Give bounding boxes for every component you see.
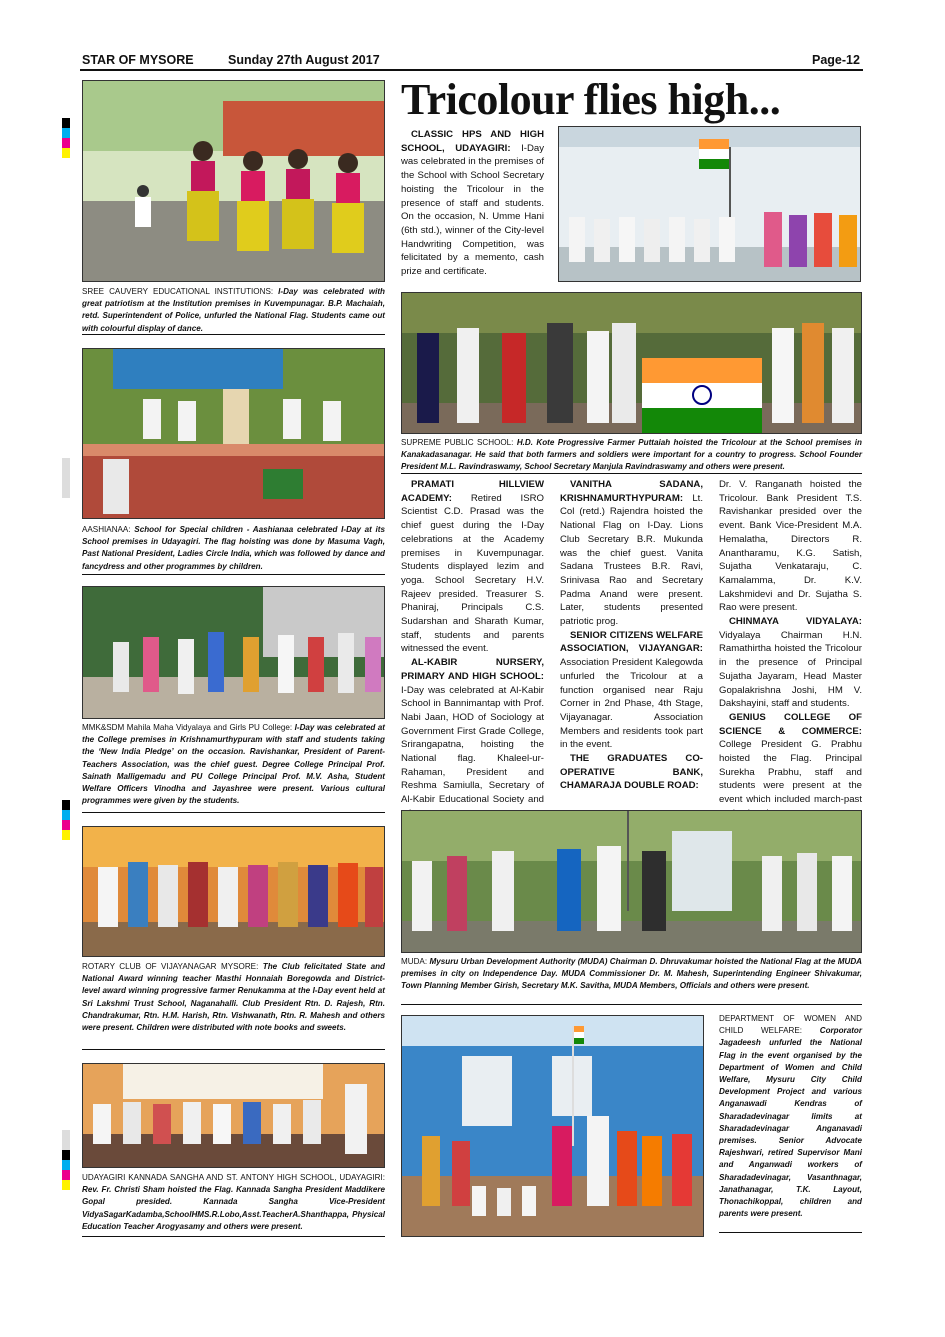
women-child-welfare-photo bbox=[401, 1015, 704, 1237]
caption-source: SREE CAUVERY EDUCATIONAL INSTITUTIONS: bbox=[82, 287, 274, 296]
issue-date: Sunday 27th August 2017 bbox=[228, 53, 380, 67]
supreme-public-school-photo bbox=[401, 292, 862, 434]
rotary-club-photo bbox=[82, 826, 385, 957]
registration-marks-4 bbox=[62, 1130, 70, 1190]
caption-text: I-Day was celebrated at the College premises in Krishnamurthypuram with staff and students taking the ‘New India Pledge’ on the occasion. Ravishankar, President of Parent-Teachers Association, was the chief guest. Degree College Principal Prof. Sainath Malligemadu and PU College Principal Prof. M.V. Asha, Student Welfare Officers Vinodha and Jayashree were present. Various cultural programmes were given by the students. bbox=[82, 723, 385, 806]
article-head: AL-KABIR NURSERY, PRIMARY AND HIGH SCHOOL: bbox=[401, 657, 544, 682]
registration-marks-1 bbox=[62, 118, 70, 158]
article-head: GENIUS COLLEGE OF SCIENCE & COMMERCE: bbox=[719, 711, 862, 737]
article-head: PRAMATI HILLVIEW ACADEMY: bbox=[401, 479, 544, 504]
article-head: VANITHA SADANA, KRISHNAMURTHYPURAM: bbox=[560, 479, 703, 504]
caption-supreme-public-school bbox=[401, 437, 862, 474]
caption-text: Rev. Fr. Christi Sham hoisted the Flag. Kannada Sangha President Maddikere Gopal presided. Kannada Sangha Vice-President VidyaSagarKadamba,SchoolHMS.R.Lobo,Asst.TeacherA.Shanthappa, Physical Education Teacher Arogyasamy and others were present. bbox=[82, 1185, 385, 1231]
caption-rotary-club bbox=[82, 961, 385, 1034]
caption-muda bbox=[401, 956, 862, 993]
caption-text: Corporator Jagadeesh unfurled the National Flag in the event organised by the Department of Women and Child Welfare, Mysuru City Child Development Project and various Anganawadi Kendras of Sharadadevinagar limits at Sharadadevinagar Anganavadi premises. Senior Advocate Rajeshwari, retired Supervisor Mani and Anganwadi workers of Sharadadevinagar, Vasanthnagar, Janathanagar, T.K. Layout, Thonachikoppal, children and parents were present. bbox=[719, 1026, 862, 1219]
registration-marks-2 bbox=[62, 458, 70, 498]
article-text: Retired ISRO Scientist C.D. Prasad was the chief guest during the I-Day celebrations at the Academy premises in Kuvempunagar. Students displayed lezim and yoga. School Secretary H.V. Rajeev presided. Treasurer S. Phaniraj, Principals C.S. Sudarshan and Sharath Kumar, staff, students and parents witnessed the event. bbox=[401, 492, 544, 655]
mmk-sdm-pledge-photo bbox=[82, 586, 385, 719]
caption-source: AASHIANAA: bbox=[82, 525, 131, 534]
udayagiri-kannada-sangha-photo bbox=[82, 1063, 385, 1168]
article-text: I-Day was celebrated in the premises of the School with School Secretary hoisting the Tricolour in the presence of staff and students. On the occasion, N. Umme Hani (6th std.), winner of the City-level Handwriting Competition, was felicitated by a memento, cash prize and certificate. bbox=[401, 142, 545, 278]
caption-source: ROTARY CLUB OF VIJAYANAGAR MYSORE: bbox=[82, 962, 259, 971]
caption-text: The Club felicitated State and National Award winning teacher Masthi Honnaiah Boregowda and District-level award winning progressive farmer Renukamma at the I-Day event held at Sri Lakshmi Trust School, Naganahalli. Club President Rtn. D. Rajesh, Rtn. Chandrakumar, Rtn. H.M. Harish, Rtn. Vishwanath, Rtn. R. Mahesh and others were present. Children were distributed with note books and sweets. bbox=[82, 962, 385, 1033]
caption-text: I-Day was celebrated with great patriotism at the Institution premises in Kuvempunagar. B.P. Machaiah, retd. Superintendent of Police, unfurled the National Flag. Students came out with colourful display of dance. bbox=[82, 287, 385, 333]
caption-text: H.D. Kote Progressive Farmer Puttaiah hoisted the Tricolour at the School premises in Kanakadasanagar. He said that both farmers and soldiers were important for a country to progress. School Founder President M.L. Ravindraswamy, School Secretary Manjula Ravindraswamy and others were present. bbox=[401, 438, 862, 472]
caption-udayagiri-kannada-sangha bbox=[82, 1172, 385, 1233]
aashianaa-stage-photo bbox=[82, 348, 385, 519]
caption-source: MMK&SDM Mahila Maha Vidyalaya and Girls PU College: bbox=[82, 723, 293, 732]
article-head: CLASSIC HPS AND HIGH SCHOOL, UDAYAGIRI: bbox=[401, 129, 544, 154]
caption-source: UDAYAGIRI KANNADA SANGHA AND ST. ANTONY HIGH SCHOOL, UDAYAGIRI: bbox=[82, 1173, 385, 1182]
page-headline: Tricolour flies high... bbox=[401, 75, 781, 124]
caption-source: MUDA: bbox=[401, 957, 428, 966]
dancers-photo bbox=[82, 80, 385, 282]
article-text: I-Day was celebrated at Al-Kabir School in Bannimantap with Prof. Nabi Jaan, HOD of Sociology at Government First Grade College, Srirangapatna, hoisting the National flag. Khaleel-ur-Rahaman, President and Reshma Samiulla, Secretary of Al-Kabir Educational Society and bbox=[401, 684, 544, 806]
caption-rule bbox=[401, 473, 862, 474]
article-head: THE GRADUATES CO-OPERATIVE BANK, CHAMARAJA DOUBLE ROAD: bbox=[560, 753, 703, 792]
classic-hps-photo bbox=[558, 126, 861, 282]
caption-women-child-welfare bbox=[719, 1013, 862, 1220]
article-text: College President G. Prabhu hoisted the Flag. Principal Surekha Prabhu, staff and students were present at the event which included march-past bbox=[719, 739, 862, 806]
caption-rule bbox=[82, 1236, 385, 1237]
caption-mmk-sdm bbox=[82, 722, 385, 807]
caption-sree-cauvery bbox=[82, 286, 385, 335]
article-text: Vidyalaya Chairman H.N. Ramathirtha hoisted the Tricolour in the presence of Principal Sujatha Jayaram, Head Master Gopalakrishna Joshi, HM V. Dakshayini, staff and students. bbox=[719, 629, 862, 710]
caption-text: Mysuru Urban Development Authority (MUDA) Chairman D. Dhruvakumar hoisted the National Flag at the MUDA premises in city on Independence Day. MUDA Commissioner Dr. M. Mahesh, Superintending Engineer Shivakumar, Town Planning Member Girish, Secretary M.K. Savitha, MUDA Members, Officials and others were present. bbox=[401, 957, 863, 991]
caption-source: DEPARTMENT OF WOMEN AND CHILD WELFARE: bbox=[719, 1014, 862, 1036]
caption-rule bbox=[82, 574, 385, 575]
article-column-3 bbox=[719, 478, 862, 821]
header-rule bbox=[80, 69, 863, 71]
article-column-2 bbox=[560, 478, 703, 793]
caption-rule bbox=[82, 334, 385, 335]
publication-name: STAR OF MYSORE bbox=[82, 53, 194, 67]
caption-rule bbox=[82, 812, 385, 813]
caption-rule bbox=[401, 1004, 862, 1005]
registration-marks-3 bbox=[62, 800, 70, 840]
caption-text: School for Special children - Aashianaa celebrated I-Day at its School premises in Udayagiri. The flag hoisting was done by Masuma Vagh, Past National President, Ladies Circle India, which was followed by dance and fancydress and other programmes by children. bbox=[82, 525, 386, 571]
caption-rule bbox=[82, 1049, 385, 1050]
caption-aashianaa bbox=[82, 524, 385, 573]
article-classic-hps bbox=[401, 128, 544, 279]
caption-rule bbox=[719, 1232, 862, 1233]
article-text: Lt. Col (retd.) Rajendra hoisted the National Flag on I-Day. Lions Club Secretary B.R. Mukunda was the chief guest. Vanita Sadana Trustees B.R. Ravi, Srinivasa Rao and Secretary Padma Anand were present. Later, students presented patriotic prog. bbox=[560, 492, 703, 628]
article-text: Association President Kalegowda unfurled the Tricolour at a function organised near Raju Corner in 2nd Phase, 4th Stage, Vijayanagar. Association Members and residents took part in the event. bbox=[560, 657, 703, 751]
page-number: Page-12 bbox=[812, 53, 860, 67]
article-text: Dr. V. Ranganath hoisted the Tricolour. Bank President T.S. Ravishankar presided over the event. Bank Vice-President M.A. Hemalatha, Directors R. Anantharamu, K.G. Satish, Sujatha Venkataraju, C. Kamalamma, Dr. K.V. Lakshmidevi and Dr. Sujatha S. Rao were present. bbox=[719, 479, 862, 614]
muda-flag-photo bbox=[401, 810, 862, 953]
caption-source: SUPREME PUBLIC SCHOOL: bbox=[401, 438, 514, 447]
article-head: CHINMAYA VIDYALAYA: bbox=[729, 616, 862, 628]
article-column-1 bbox=[401, 478, 544, 821]
article-head: SENIOR CITIZENS WELFARE ASSOCIATION, VIJAYANGAR: bbox=[560, 629, 703, 655]
